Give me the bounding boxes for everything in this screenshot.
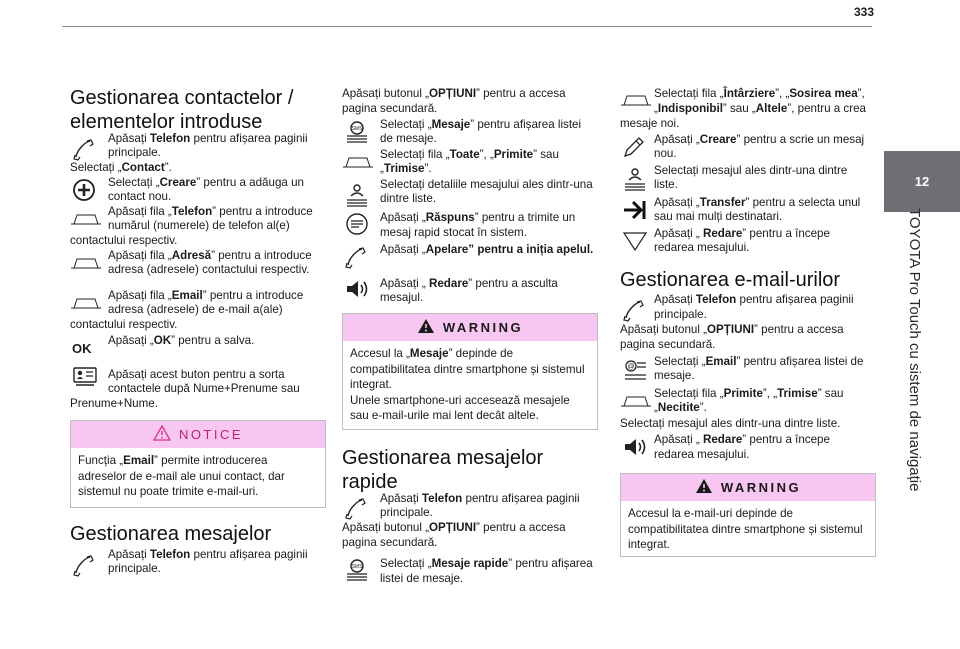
transfer-arrow-icon [622, 198, 652, 222]
notice-text: Funcția „Email” permite introducerea adreselor de e-mail ale unui contact, dar sistemul nu poate trimite e-mail-uri. [78, 454, 285, 498]
instruction: Apăsați „OK” pentru a salva. [108, 334, 255, 347]
svg-text:@: @ [627, 363, 635, 371]
ok-icon: OK [72, 341, 92, 356]
instruction-line: contactului respectiv. [70, 318, 178, 331]
instruction-line: redarea mesajului. [654, 448, 750, 461]
instruction: Apăsați Telefon pentru afișarea paginii [108, 548, 308, 561]
instruction: Apăsați fila „Email” pentru a introduce [108, 289, 304, 302]
warning-title: WARNING [720, 480, 802, 495]
instruction-line: Apăsați acest buton pentru a sorta [108, 368, 285, 381]
instruction-line: de mesaje. [380, 132, 437, 145]
warning-header [343, 314, 597, 341]
instruction: Apăsați fila „Adresă” pentru a introduce [108, 249, 312, 262]
phone-handset-icon [622, 299, 652, 323]
instruction-line: principale. [108, 562, 161, 575]
instruction-line: „Necitite”. [654, 401, 707, 414]
instruction-line: mesaje. [654, 369, 695, 382]
warning-triangle-icon [695, 478, 713, 497]
chapter-tab: 12 [884, 151, 960, 212]
instruction: Apăsați „Răspuns” pentru a trimite un [380, 211, 576, 224]
play-triangle-icon [622, 230, 652, 254]
tab-icon [342, 155, 372, 179]
sms-messages-icon [344, 120, 374, 144]
svg-text:SMS: SMS [351, 564, 363, 570]
instruction-line: mesaj rapid stocat în sistem. [380, 226, 527, 239]
instruction: Apăsați butonul „OPȚIUNI” pentru a accesa [342, 87, 566, 100]
warning-triangle-icon [417, 318, 435, 337]
instruction-line: mesajul. [380, 291, 424, 304]
instruction: Apăsați „Transfer” pentru a selecta unul [654, 196, 861, 209]
warning-triangle-icon [153, 425, 171, 444]
instruction-line: listei de mesaje. [380, 572, 464, 585]
warning-text: Accesul la e-mail-uri depinde de compatibilitatea dintre smartphone și sistemul integrat. [628, 507, 863, 551]
instruction-line: nou. [654, 147, 677, 160]
instruction: Selectați fila „Primite”, „Trimise” sau [654, 387, 844, 400]
instruction-line: pagina secundară. [342, 536, 438, 549]
instruction: Apăsați Telefon pentru afișarea paginii [380, 492, 580, 505]
instruction: Apăsați „ Redare” pentru a începe [654, 227, 830, 240]
section-heading: Gestionarea contactelor / elementelor introduse [70, 87, 294, 133]
instruction: Apăsați „ Redare” pentru a asculta [380, 277, 558, 290]
instruction: Selectați fila „Toate”, „Primite” sau [380, 148, 559, 161]
instruction-line: principale. [380, 506, 433, 519]
instruction-line: Selectați mesajul ales dintr-una dintre liste. [620, 417, 841, 430]
email-list-icon [622, 358, 652, 382]
instruction-line: dintre liste. [380, 192, 437, 205]
warning-box [342, 313, 598, 430]
notice-header [71, 421, 325, 448]
instruction-line: contact nou. [108, 190, 172, 203]
instruction-line: principale. [654, 308, 707, 321]
instruction-line: Selectați detaliile mesajului ales dintr-una [380, 178, 593, 191]
instruction-line: adresa (adresele) de e-mail a(ale) [108, 303, 283, 316]
instruction-line: adresa (adresele) contactului respectiv. [108, 263, 310, 276]
instruction: Apăsați „Apelare” pentru a iniția apelul. [380, 243, 594, 256]
tab-icon [620, 394, 650, 418]
instruction-line: principale. [108, 146, 161, 159]
pencil-icon [622, 135, 652, 159]
instruction: Selectați „Email” pentru afișarea listei de [654, 355, 864, 368]
instruction-line: „Trimise”. [380, 162, 432, 175]
instruction-line: mesaje noi. [620, 117, 680, 130]
instruction: Selectați fila „Întârziere”, „Sosirea mea”, [654, 87, 865, 100]
phone-handset-icon [344, 497, 374, 521]
instruction: Selectați „Contact”. [70, 161, 172, 174]
instruction-line: sau mai mulți destinatari. [654, 210, 783, 223]
section-heading: Gestionarea mesajelor [70, 523, 272, 545]
tab-icon [620, 93, 650, 117]
instruction-line: „Indisponibil” sau „Altele”, pentru a crea [654, 102, 866, 115]
speaker-play-icon [344, 278, 374, 302]
instruction: Apăsați butonul „OPȚIUNI” pentru a accesa [342, 521, 566, 534]
instruction: Selectați „Mesaje” pentru afișarea listei [380, 118, 582, 131]
instruction-line: Prenume+Nume. [70, 397, 158, 410]
instruction: Apăsați butonul „OPȚIUNI” pentru a accesa [620, 323, 844, 336]
instruction-line: numărul (numerele) de telefon al(e) [108, 219, 290, 232]
instruction-line: contactului respectiv. [70, 234, 178, 247]
instruction-line: redarea mesajului. [654, 241, 750, 254]
instruction-line: pagina secundară. [342, 102, 438, 115]
instruction-line: contactele după Nume+Prenume sau [108, 382, 300, 395]
instruction: Selectați „Creare” pentru a adăuga un [108, 176, 304, 189]
instruction-line: liste. [654, 178, 678, 191]
top-rule [62, 26, 872, 27]
plus-circle-icon [72, 178, 102, 202]
instruction-line: Selectați mesajul ales dintr-una dintre [654, 164, 848, 177]
section-heading: Gestionarea mesajelor rapide [342, 447, 544, 493]
instruction: Apăsați Telefon pentru afișarea paginii [654, 293, 854, 306]
reply-message-icon [344, 212, 374, 236]
warning-header [621, 474, 875, 501]
notice-title: NOTICE [178, 427, 244, 442]
phone-handset-icon [72, 554, 102, 578]
notice-box [70, 420, 326, 508]
phone-handset-icon [344, 246, 374, 270]
speaker-play-icon [622, 436, 652, 460]
page-number: 333 [854, 5, 875, 19]
message-details-icon [622, 166, 652, 190]
svg-text:SMS: SMS [351, 126, 363, 132]
tab-icon [70, 296, 100, 320]
warning-title: WARNING [442, 320, 524, 335]
instruction: Selectați „Mesaje rapide” pentru afișarea [380, 557, 593, 570]
tab-icon [70, 256, 100, 280]
message-details-icon [344, 182, 374, 206]
sms-messages-icon [344, 558, 374, 582]
instruction-line: pagina secundară. [620, 338, 716, 351]
tab-icon [70, 212, 100, 236]
chapter-title: TOYOTA Pro Touch cu sistem de navigație [906, 208, 923, 492]
instruction: Apăsați „Creare” pentru a scrie un mesaj [654, 133, 865, 146]
instruction: Apăsați fila „Telefon” pentru a introduce [108, 205, 313, 218]
warning-box [620, 473, 876, 557]
instruction: Apăsați „ Redare” pentru a începe [654, 433, 830, 446]
section-heading: Gestionarea e-mail-urilor [620, 269, 841, 291]
instruction: Apăsați Telefon pentru afișarea paginii [108, 132, 308, 145]
phone-handset-icon [72, 138, 102, 162]
warning-text: Accesul la „Mesaje” depinde de compatibilitatea dintre smartphone și sistemul integrat. Unele smartphone-uri accesează mesajele sau e-mail-urile mai lent decât altele. [350, 347, 585, 422]
contacts-sort-icon [72, 366, 102, 390]
